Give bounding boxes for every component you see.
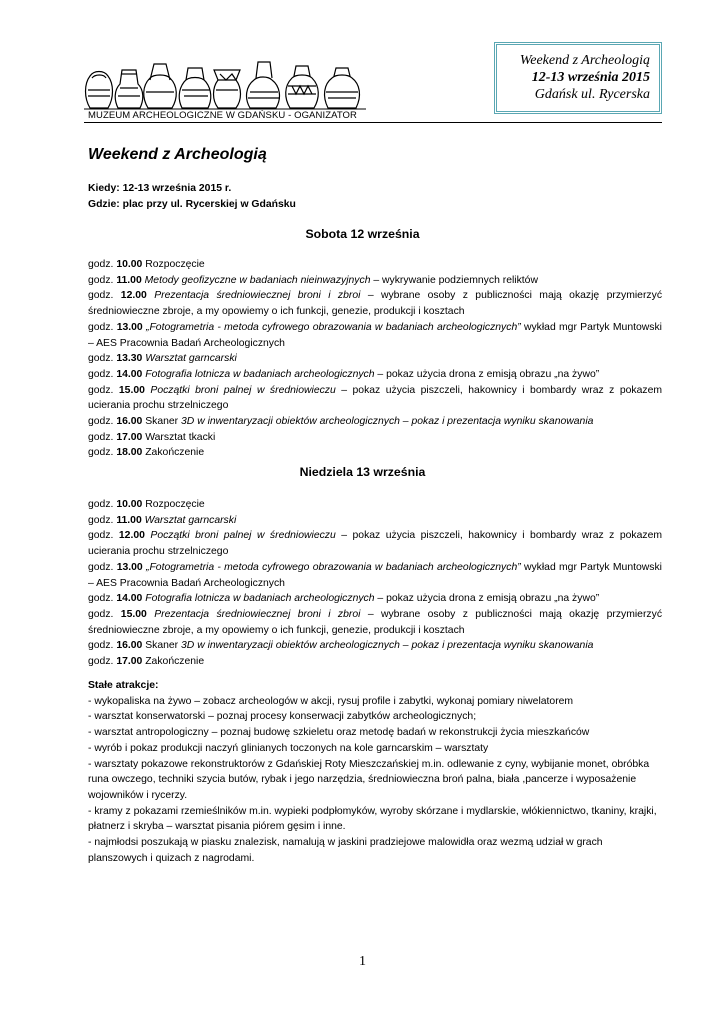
attraction-item: - warsztaty pokazowe rekonstruktorów z Gdańskiej Roty Mieszczańskiej m.in. odlewanie z cyny, wybijanie monet, obróbka runa owczego, techniki szycia butów, rybak i jego narzędzia, średniowieczna broń palna, biała ,pancerze i wyposażenie wojowników i rycerzy.	[88, 758, 650, 801]
schedule-item-italic: Prezentacja średniowiecznej broni i zbroi	[154, 290, 361, 302]
schedule-item-prefix: godz.	[88, 353, 117, 365]
schedule-item-time: 10.00	[116, 499, 143, 510]
attractions-list	[88, 694, 662, 867]
sunday-schedule	[88, 497, 662, 670]
attraction-item: - kramy z pokazami rzemieślników m.in. wypieki podpłomyków, wyroby skórzane i mydlarskie, włókiennictwo, tkaniny, krajki, płatnerz i skryba – warsztat pisania piórem gęsim i inne.	[88, 805, 657, 833]
schedule-item-italic: Prezentacja średniowiecznej broni i zbroi	[154, 608, 361, 620]
schedule-item-italic: Początki broni palnej w średniowieczu	[150, 384, 336, 396]
schedule-item	[88, 591, 662, 607]
attraction-item: - najmłodsi poszukają w piasku znalezisk, namalują w jaskini pradziejowe malowidła oraz wezmą udział w grach planszowych i quizach z nagrodami.	[88, 837, 603, 864]
sunday-heading: Niedziela 13 września	[299, 465, 426, 479]
schedule-item-plain: Zakończenie	[142, 447, 205, 459]
schedule-item-prefix: godz.	[88, 561, 117, 573]
schedule-item	[88, 528, 662, 559]
info-box-event-name: Weekend z Archeologią	[519, 53, 650, 68]
schedule-item-time: 17.00	[116, 656, 143, 668]
attraction-item: - wyrób i pokaz produkcji naczyń glinianych toczonych na kole garncarskim – warsztaty	[88, 742, 489, 754]
schedule-item-rest: – pokaz użycia piszczeli, hakownicy i bombardy wraz z pokazem ucierania prochu strzelniczego	[88, 530, 662, 558]
schedule-item-time: 11.00	[116, 274, 142, 286]
event-where: Gdzie: plac przy ul. Rycerskiej w Gdańsku	[88, 198, 296, 210]
schedule-item-time: 12.00	[120, 290, 147, 302]
schedule-item-rest: wykład mgr Partyk Muntowski – AES Pracownia Badań Archeologicznych	[88, 561, 662, 589]
schedule-item-time: 18.00	[116, 447, 143, 459]
event-info-box	[494, 42, 662, 114]
schedule-item-italic: Początki broni palnej w średniowieczu	[150, 530, 336, 542]
schedule-item	[88, 320, 662, 351]
schedule-item-plain: Skaner	[142, 640, 182, 652]
schedule-item-italic: Fotografia lotnicza w badaniach archeologicznych	[145, 593, 375, 605]
schedule-item-prefix: godz.	[88, 259, 117, 270]
schedule-item	[88, 497, 662, 513]
schedule-item-prefix: godz.	[88, 608, 121, 620]
schedule-item-time: 14.00	[116, 368, 143, 380]
museum-organizer-caption: MUZEUM ARCHEOLOGICZNE W GDAŃSKU - OGANIZATOR	[88, 110, 358, 121]
schedule-item-plain: Rozpoczęcie	[142, 259, 205, 270]
schedule-item-time: 11.00	[116, 514, 142, 526]
page-number: 1	[359, 954, 366, 969]
schedule-item-time: 13.00	[116, 321, 143, 333]
archaeological-vessels-illustration	[84, 50, 366, 110]
saturday-heading: Sobota 12 września	[305, 227, 420, 241]
schedule-item-time: 13.00	[116, 561, 143, 573]
schedule-item-time: 16.00	[116, 640, 143, 652]
schedule-item-prefix: godz.	[88, 274, 117, 286]
schedule-item-italic: 3D w inwentaryzacji obiektów archeologicznych – pokaz i prezentacja wyniku skanowania	[181, 640, 594, 652]
schedule-item-time: 10.00	[116, 259, 143, 270]
schedule-item-time: 14.00	[116, 593, 143, 605]
schedule-item	[88, 638, 662, 654]
schedule-item-prefix: godz.	[88, 321, 117, 333]
schedule-item-time: 16.00	[116, 416, 143, 428]
permanent-attractions	[88, 678, 662, 866]
schedule-item	[88, 351, 662, 367]
schedule-item-prefix: godz.	[88, 593, 117, 605]
schedule-item-plain: Skaner	[142, 416, 182, 428]
schedule-item-time: 15.00	[118, 384, 145, 396]
schedule-item-rest: – wybrane osoby z publiczności mają okazję przymierzyć średniowieczne zbroje, a my opowiemy o ich funkcji, genezie, produkcji i kosztach	[88, 290, 663, 318]
schedule-item-italic: Warsztat garncarski	[144, 514, 237, 526]
attractions-heading: Stałe atrakcje:	[88, 680, 159, 691]
schedule-item-italic: „Fotogrametria - metoda cyfrowego obrazowania w badaniach archeologicznych”	[146, 561, 521, 573]
schedule-item-prefix: godz.	[88, 499, 117, 510]
schedule-item	[88, 288, 662, 319]
schedule-item-rest: – pokaz użycia piszczeli, hakownicy i bombardy wraz z pokazem ucierania prochu strzelniczego	[88, 384, 662, 412]
schedule-item-prefix: godz.	[88, 640, 117, 652]
schedule-item-prefix: godz.	[88, 447, 117, 459]
schedule-item	[88, 273, 662, 289]
saturday-schedule	[88, 257, 662, 461]
event-meta	[88, 181, 296, 212]
schedule-item-prefix: godz.	[88, 431, 117, 443]
schedule-item-prefix: godz.	[88, 530, 119, 542]
schedule-item-rest: wykład mgr Partyk Muntowski – AES Pracownia Badań Archeologicznych	[88, 321, 662, 349]
schedule-item	[88, 654, 662, 670]
schedule-item-plain: Warsztat tkacki	[142, 431, 216, 443]
schedule-item	[88, 445, 662, 461]
schedule-item-plain: Zakończenie	[142, 656, 205, 668]
schedule-item-plain: Rozpoczęcie	[142, 499, 205, 510]
schedule-item-prefix: godz.	[88, 368, 117, 380]
schedule-item-time: 12.00	[118, 530, 145, 542]
attraction-item: - wykopaliska na żywo – zobacz archeologów w akcji, rysuj profile i zabytki, wykonaj pomiary niwelatorem	[88, 695, 574, 707]
schedule-item-prefix: godz.	[88, 416, 117, 428]
schedule-item	[88, 414, 662, 430]
schedule-item-italic: 3D w inwentaryzacji obiektów archeologicznych – pokaz i prezentacja wyniku skanowania	[181, 416, 594, 428]
schedule-item-rest: – pokaz użycia drona z emisją obrazu „na żywo”	[374, 593, 600, 605]
schedule-item-prefix: godz.	[88, 656, 117, 668]
schedule-item-italic: „Fotogrametria - metoda cyfrowego obrazowania w badaniach archeologicznych”	[146, 321, 521, 333]
schedule-item-italic: Fotografia lotnicza w badaniach archeologicznych	[145, 368, 375, 380]
schedule-item-rest: – wybrane osoby z publiczności mają okazję przymierzyć średniowieczne zbroje, a my opowiemy o ich funkcji, genezie, produkcji i kosztach	[88, 608, 663, 636]
schedule-item-italic: Metody geofizyczne w badaniach nieinwazyjnych	[144, 274, 371, 286]
schedule-item-prefix: godz.	[88, 514, 117, 526]
schedule-item-time: 17.00	[116, 431, 143, 443]
info-box-dates: 12-13 września 2015	[531, 70, 650, 85]
page-title: Weekend z Archeologią	[88, 146, 267, 163]
schedule-item	[88, 560, 662, 591]
attraction-item: - warsztat antropologiczny – poznaj budowę szkieletu oraz metodę badań w rekonstrukcji życia mieszkańców	[88, 727, 590, 739]
schedule-item-rest: – pokaz użycia drona z emisją obrazu „na żywo”	[374, 368, 600, 380]
schedule-item-time: 13.30	[116, 353, 143, 365]
schedule-item	[88, 607, 662, 638]
header-divider	[84, 122, 662, 123]
schedule-item-prefix: godz.	[88, 384, 119, 396]
schedule-item-prefix: godz.	[88, 290, 121, 302]
schedule-item	[88, 430, 662, 446]
schedule-item-italic: Warsztat garncarski	[145, 353, 237, 365]
schedule-item-rest: – wykrywanie podziemnych reliktów	[370, 274, 538, 286]
schedule-item	[88, 257, 662, 273]
schedule-item	[88, 383, 662, 414]
schedule-item	[88, 513, 662, 529]
attraction-item: - warsztat konserwatorski – poznaj procesy konserwacji zabytków archeologicznych;	[88, 711, 477, 723]
info-box-location: Gdańsk ul. Rycerska	[534, 87, 650, 102]
schedule-item	[88, 367, 662, 383]
event-when: Kiedy: 12-13 września 2015 r.	[88, 183, 232, 194]
schedule-item-time: 15.00	[120, 608, 147, 620]
